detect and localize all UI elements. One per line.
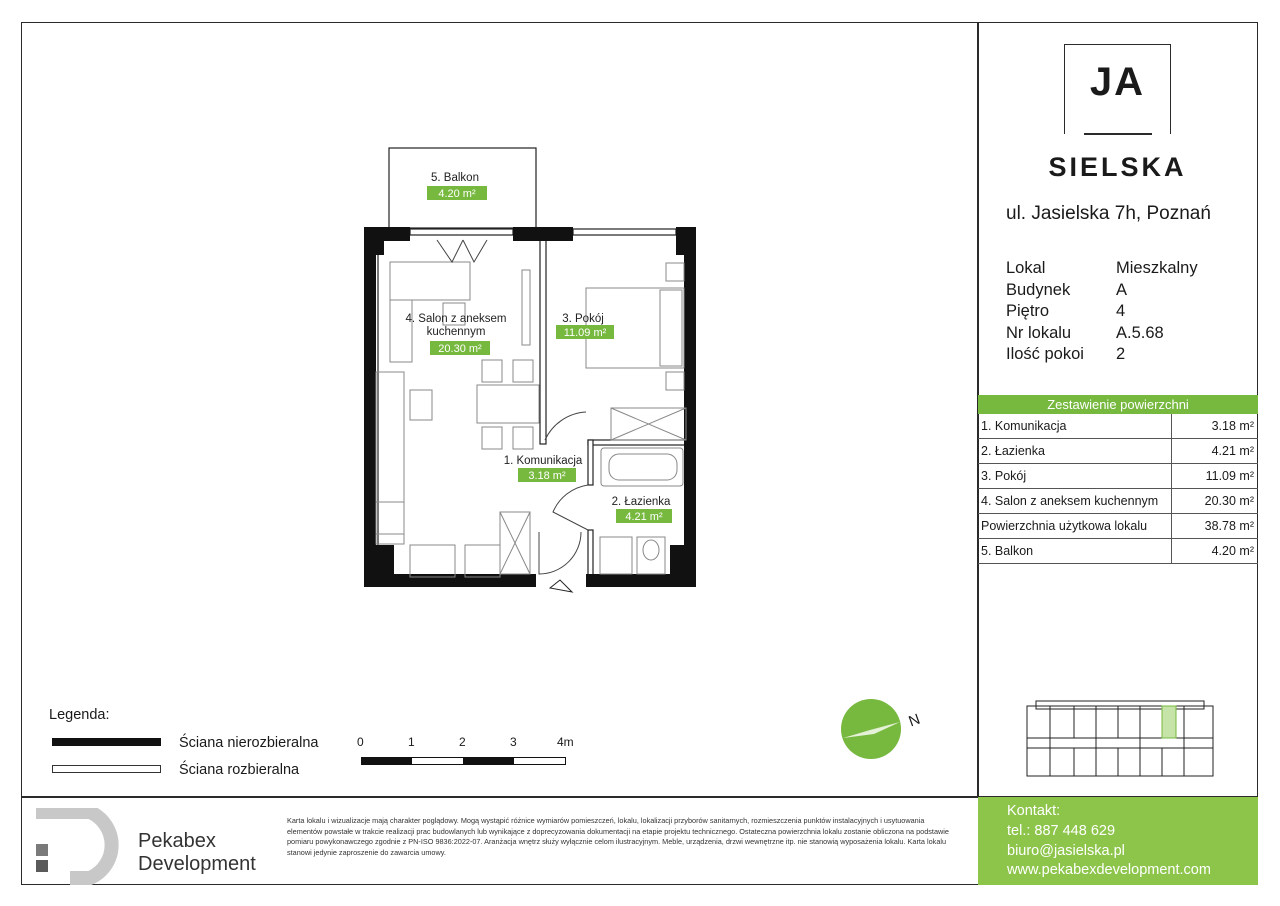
room-name: 3. Pokój	[978, 464, 1172, 488]
info-value: 2	[1116, 345, 1126, 363]
toilet-bowl	[643, 540, 659, 560]
table-row	[978, 464, 1258, 489]
area-badge-text: 4.21 m²	[625, 511, 663, 523]
room-name: 2. Łazienka	[978, 439, 1172, 463]
compass-north-label: N	[906, 710, 923, 731]
dining-table	[477, 385, 539, 423]
logo-underline	[1084, 133, 1152, 135]
info-value: Mieszkalny	[1116, 259, 1198, 277]
bed-pillows	[660, 290, 682, 366]
exterior-wall	[670, 545, 696, 587]
table-row	[978, 489, 1258, 514]
info-row	[1006, 323, 1198, 345]
contact-phone[interactable]: tel.: 887 448 629	[1007, 823, 1116, 839]
info-value: 4	[1116, 302, 1126, 320]
sofa	[390, 300, 412, 362]
exterior-wall	[364, 545, 394, 587]
bathroom-door	[553, 485, 588, 530]
exterior-wall	[364, 227, 376, 587]
sink	[376, 502, 404, 534]
exterior-wall	[676, 227, 696, 255]
contact-email[interactable]: biuro@jasielska.pl	[1007, 843, 1125, 859]
tv-cabinet	[522, 270, 530, 345]
info-label: Piętro	[1006, 302, 1050, 320]
contact-website[interactable]: www.pekabexdevelopment.com	[1007, 862, 1211, 878]
building-key-plan	[1022, 698, 1218, 780]
area-table-title: Zestawienie powierzchni	[978, 395, 1258, 414]
chair	[482, 427, 502, 449]
cooktop	[410, 545, 455, 577]
address: ul. Jasielska 7h, Poznań	[1006, 203, 1211, 224]
legend-removable-label: Ściana rozbieralna	[179, 762, 300, 778]
room-label: 3. Pokój	[562, 313, 604, 325]
legend-load-bearing-label: Ściana nierozbieralna	[179, 735, 319, 751]
exterior-wall	[684, 227, 696, 587]
entrance-door	[539, 532, 581, 574]
info-label: Nr lokalu	[1006, 323, 1072, 342]
washing-machine	[600, 537, 632, 574]
developer-name-line: Development	[138, 853, 256, 875]
bathroom-wall	[588, 440, 593, 485]
table-row	[978, 414, 1258, 439]
info-value: A	[1116, 280, 1128, 299]
room-name: Powierzchnia użytkowa lokalu	[978, 514, 1172, 538]
room-label: 4. Salon z aneksem	[405, 313, 507, 325]
room-area: 4.20 m²	[1211, 544, 1254, 558]
kitchen-counter	[376, 372, 404, 544]
logo-mark: JA	[1089, 60, 1146, 104]
unit-info	[1006, 258, 1198, 366]
nightstand	[666, 263, 684, 281]
room-label: 2. Łazienka	[611, 496, 671, 508]
info-row	[1006, 258, 1198, 280]
nightstand	[666, 372, 684, 390]
room-area: 20.30 m²	[1204, 494, 1254, 508]
chair	[482, 360, 502, 382]
area-badge-text: 3.18 m²	[528, 470, 566, 482]
table-row	[978, 439, 1258, 464]
desk-chair	[410, 390, 432, 420]
scale-tick: 4m	[557, 735, 574, 749]
disclaimer: Karta lokalu i wizualizacje mają charakter poglądowy. Mogą wystąpić różnice wymiarów pomieszczeń, lokalu, lokalizacji przyborów sanitarnych, rozmieszczenia punktów instalacyjnych i usytuowania elementów powstałe w trakcie realizacji prac budowlanych lub wynikające z doprecyzowania dokumentacji na etapie projektu technicznego. Ostateczna powierzchnia lokalu zostanie obliczona na podstawie pomiaru powykonawczego zgodnie z PN-ISO 9836:2022-07. Aranżacja wnętrz służy wyłącznie celom ilustracyjnym. Meble, urządzenia, drzwi wewnętrzne itp. nie stanowią wyposażenia lokalu. Karta lokalu stanowi jedynie zaproszenie do zawarcia umowy.	[287, 816, 949, 857]
room-label: 5. Balkon	[431, 172, 479, 184]
info-label: Ilość pokoi	[1006, 345, 1084, 363]
info-row	[1006, 280, 1198, 302]
chair	[513, 360, 533, 382]
developer-name	[138, 830, 256, 876]
room-area: 4.21 m²	[1211, 444, 1254, 458]
contact-box	[978, 797, 1258, 885]
table-row	[978, 539, 1258, 564]
entrance-arrow	[550, 580, 572, 592]
room-area: 3.18 m²	[1211, 419, 1254, 433]
room-name: 4. Salon z aneksem kuchennym	[978, 489, 1172, 513]
compass-icon	[840, 698, 930, 762]
area-badge-text: 20.30 m²	[438, 343, 482, 355]
contact-title: Kontakt:	[1007, 803, 1061, 819]
balcony-door	[463, 240, 487, 262]
scale-tick: 0	[357, 735, 364, 749]
developer-name-line: Pekabex	[138, 830, 216, 852]
room-name: 1. Komunikacja	[978, 414, 1172, 438]
legend-load-bearing-swatch	[52, 738, 161, 746]
room-name: 5. Balkon	[978, 539, 1172, 563]
chair	[513, 427, 533, 449]
scale-tick: 3	[510, 735, 517, 749]
exterior-wall	[513, 227, 573, 241]
toilet	[637, 537, 665, 574]
bathroom-wall	[588, 440, 688, 445]
room-label: kuchennym	[426, 326, 486, 338]
logo-name: SIELSKA	[1048, 152, 1187, 182]
info-label: Budynek	[1006, 280, 1071, 299]
area-table	[978, 395, 1258, 564]
room-door	[545, 412, 586, 440]
balcony-window	[410, 229, 513, 235]
legend-removable-swatch	[52, 765, 161, 773]
room-label: 1. Komunikacja	[503, 455, 583, 467]
table-row	[978, 514, 1258, 539]
scale-tick: 1	[408, 735, 415, 749]
partition-wall	[540, 239, 546, 444]
scale-bar	[361, 757, 566, 765]
room-area: 38.78 m²	[1204, 519, 1254, 533]
info-row	[1006, 301, 1198, 323]
bathroom-wall	[588, 530, 593, 578]
scale-tick: 2	[459, 735, 466, 749]
legend-title: Legenda:	[49, 707, 110, 723]
area-badge-text: 11.09 m²	[563, 327, 607, 339]
sofa	[390, 262, 470, 300]
fridge	[465, 545, 500, 577]
pekabex-logo	[30, 808, 130, 886]
exterior-wall	[364, 227, 384, 255]
bathtub-basin	[609, 454, 677, 480]
info-label: Lokal	[1006, 259, 1046, 277]
area-badge-text: 4.20 m²	[438, 188, 476, 200]
info-row	[1006, 344, 1198, 366]
info-value: A.5.68	[1116, 323, 1164, 342]
room-area: 11.09 m²	[1205, 469, 1254, 483]
room-window	[573, 229, 676, 235]
balcony-door	[437, 240, 463, 262]
